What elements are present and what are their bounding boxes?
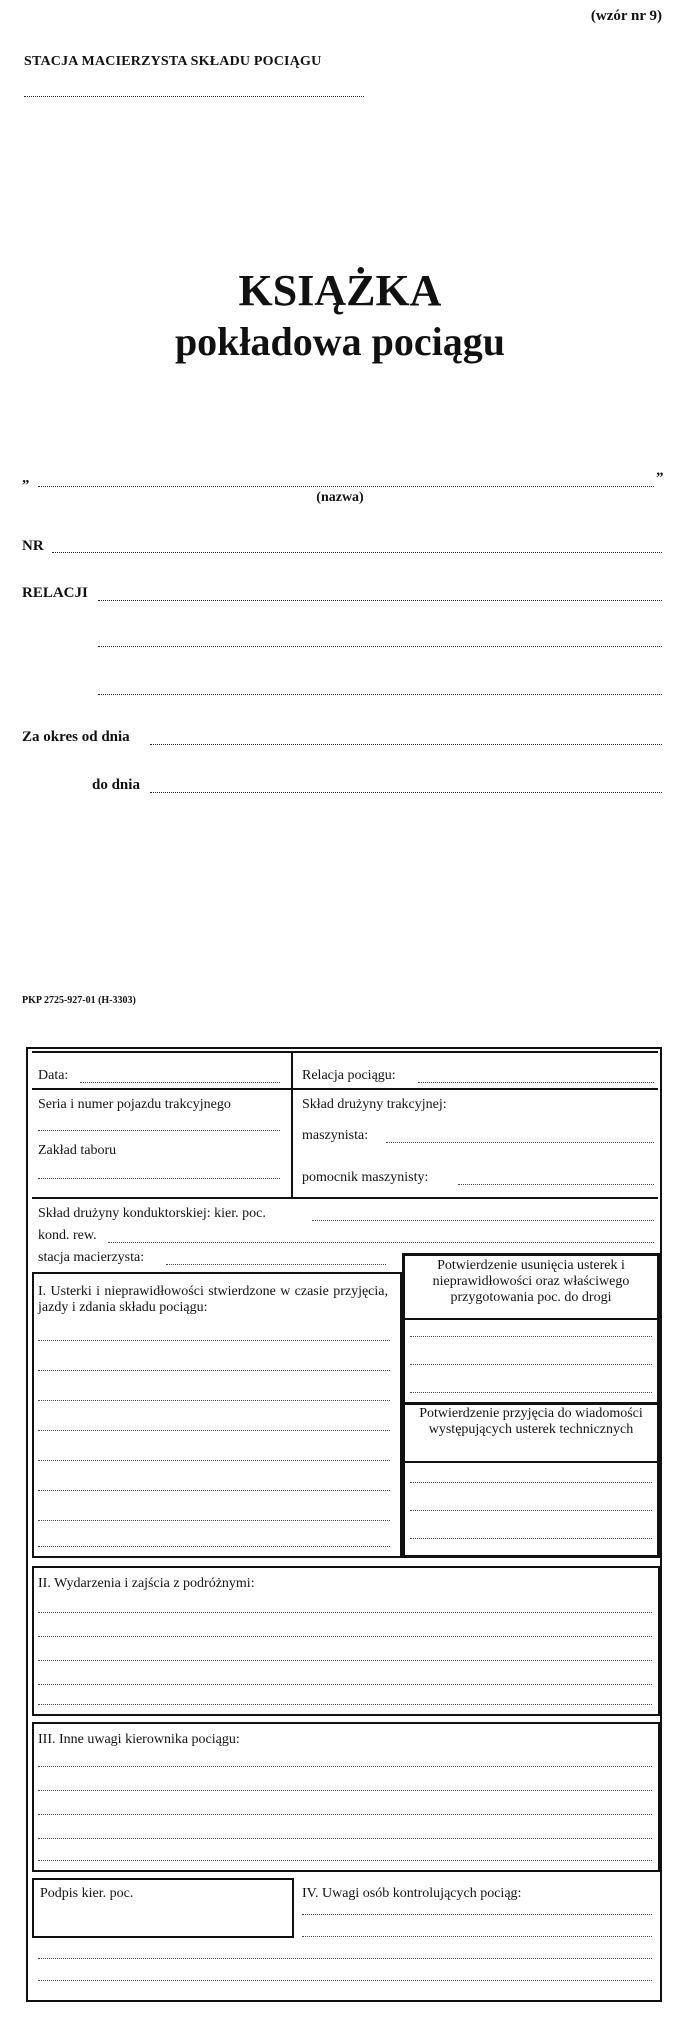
conductor-field[interactable] <box>312 1220 654 1221</box>
section-1-line[interactable] <box>38 1400 390 1401</box>
form-divider-top <box>291 1051 293 1197</box>
kond-rew-label: kond. rew. <box>38 1228 97 1243</box>
section-2-title: II. Wydarzenia i zajścia z podróżnymi: <box>38 1576 255 1591</box>
driver-label: maszynista: <box>302 1128 369 1143</box>
period-from-field[interactable] <box>150 744 662 745</box>
period-from-label: Za okres od dnia <box>22 729 130 745</box>
confirm-receipt-line[interactable] <box>410 1510 652 1511</box>
train-name-field[interactable] <box>38 486 654 487</box>
section-4-line[interactable] <box>302 1936 652 1937</box>
open-quote: „ <box>22 470 30 486</box>
period-to-label: do dnia <box>92 777 140 793</box>
section-4-line[interactable] <box>38 1958 652 1959</box>
form-number: (wzór nr 9) <box>590 8 662 24</box>
section-2-line[interactable] <box>38 1684 652 1685</box>
close-quote: ” <box>656 470 664 486</box>
home-station-label: STACJA MACIERZYSTA SKŁADU POCIĄGU <box>24 54 322 69</box>
form-line-3 <box>32 1197 658 1199</box>
home-station-form-label: stacja macierzysta: <box>38 1250 145 1265</box>
section-3-line[interactable] <box>38 1790 652 1791</box>
section-1-line[interactable] <box>38 1520 390 1521</box>
confirm-removal-title: Potwierdzenie usunięcia usterek i nieprawidłowości oraz właściwego przygotowania poc. do drogi <box>432 1258 630 1305</box>
confirm-removal-line[interactable] <box>410 1364 652 1365</box>
section-3-line[interactable] <box>38 1838 652 1839</box>
relacji-field-1[interactable] <box>98 600 662 601</box>
route-label: Relacja pociągu: <box>302 1068 396 1083</box>
nr-label: NR <box>22 538 44 554</box>
signature-label: Podpis kier. poc. <box>40 1886 134 1901</box>
depot-field[interactable] <box>38 1178 280 1179</box>
section-1-line[interactable] <box>38 1546 390 1547</box>
section-1-title: I. Usterki i nieprawidłowości stwierdzone w czasie przyjęcia, jazdy i zdania składu pociągu: <box>38 1284 388 1315</box>
section-1-line[interactable] <box>38 1370 390 1371</box>
home-station-form-field[interactable] <box>166 1264 386 1265</box>
nr-field[interactable] <box>52 552 662 553</box>
title-line-1: KSIĄŻKA <box>238 266 442 315</box>
confirm-receipt-line[interactable] <box>410 1482 652 1483</box>
relacji-label: RELACJI <box>22 585 88 601</box>
home-station-field[interactable] <box>24 96 364 97</box>
depot-label: Zakład taboru <box>38 1143 117 1158</box>
confirm-removal-divider <box>402 1318 660 1320</box>
vehicle-field[interactable] <box>38 1130 280 1131</box>
confirm-receipt-title: Potwierdzenie przyjęcia do wiadomości występujących usterek technicznych <box>419 1406 643 1437</box>
form-line-2 <box>32 1088 658 1090</box>
kond-rew-field[interactable] <box>108 1242 654 1243</box>
traction-crew-label: Skład drużyny trakcyjnej: <box>302 1097 447 1112</box>
section-3-title: III. Inne uwagi kierownika pociągu: <box>38 1732 240 1747</box>
section-1-line[interactable] <box>38 1430 390 1431</box>
period-to-field[interactable] <box>150 792 662 793</box>
conductor-crew-label: Skład drużyny konduktorskiej: kier. poc. <box>38 1206 266 1221</box>
date-field[interactable] <box>80 1082 280 1083</box>
section-2-line[interactable] <box>38 1660 652 1661</box>
date-label: Data: <box>38 1068 69 1083</box>
confirm-receipt-divider <box>402 1461 660 1463</box>
assistant-label: pomocnik maszynisty: <box>302 1170 429 1185</box>
driver-field[interactable] <box>386 1142 654 1143</box>
form-top-line <box>32 1051 658 1053</box>
section-1-line[interactable] <box>38 1340 390 1341</box>
assistant-field[interactable] <box>458 1184 654 1185</box>
section-4-line[interactable] <box>38 1980 652 1981</box>
confirm-receipt-divider-top <box>402 1402 660 1405</box>
relacji-field-2[interactable] <box>98 646 662 647</box>
route-field[interactable] <box>418 1082 654 1083</box>
section-1-line[interactable] <box>38 1460 390 1461</box>
confirm-receipt-line[interactable] <box>410 1538 652 1539</box>
print-code: PKP 2725-927-01 (H-3303) <box>22 995 136 1006</box>
section-2-line[interactable] <box>38 1636 652 1637</box>
name-caption: (nazwa) <box>316 490 364 505</box>
section-2-line[interactable] <box>38 1704 652 1705</box>
confirm-removal-line[interactable] <box>410 1392 652 1393</box>
section-3-line[interactable] <box>38 1814 652 1815</box>
relacji-field-3[interactable] <box>98 694 662 695</box>
title-line-2: pokładowa pociągu <box>174 319 506 364</box>
section-4-title: IV. Uwagi osób kontrolujących pociąg: <box>302 1886 522 1901</box>
section-3-line[interactable] <box>38 1860 652 1861</box>
section-2-line[interactable] <box>38 1612 652 1613</box>
section-4-line[interactable] <box>302 1914 652 1915</box>
vehicle-label: Seria i numer pojazdu trakcyjnego <box>38 1097 231 1112</box>
section-3-line[interactable] <box>38 1766 652 1767</box>
section-1-line[interactable] <box>38 1490 390 1491</box>
confirm-removal-line[interactable] <box>410 1336 652 1337</box>
